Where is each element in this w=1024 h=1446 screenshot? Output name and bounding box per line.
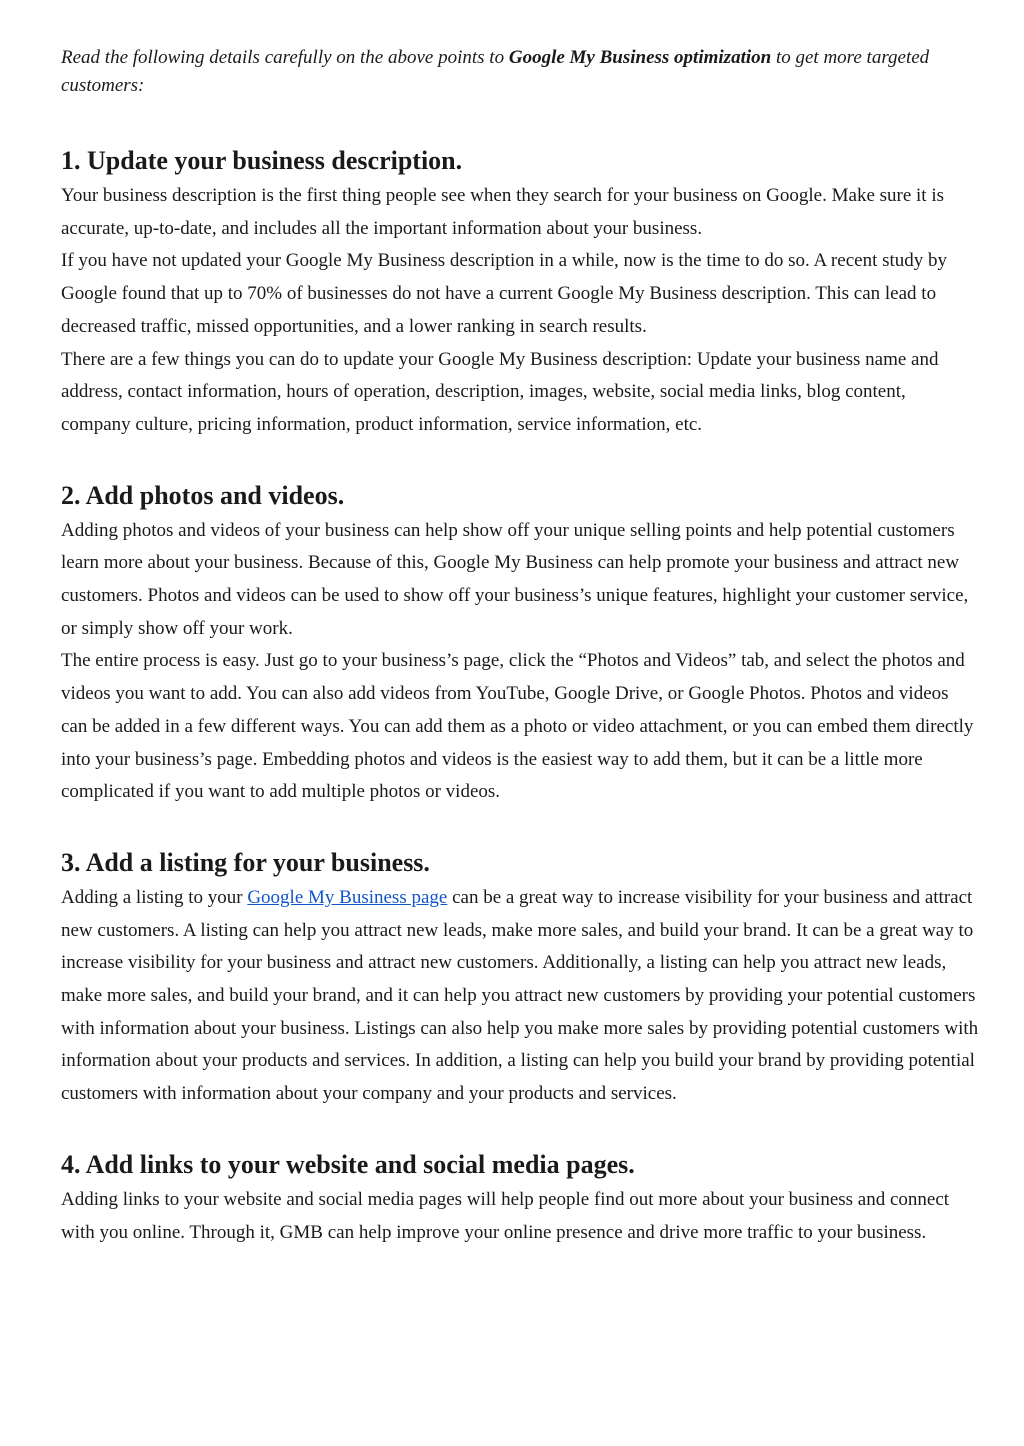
section-heading: 2. Add photos and videos.: [61, 480, 345, 510]
section-paragraph: If you have not updated your Google My Business description in a while, now is the time to do so. A recent study by Google found that up to 70% of businesses do not have a current Google My Business description. This can lead to decreased traffic, missed opportunities, and a lower ranking in search results.: [61, 250, 948, 337]
paragraph-text-start: Adding a listing to your: [61, 886, 248, 908]
section-add-photos-videos: [61, 480, 979, 809]
section-update-description: [61, 145, 979, 442]
intro-emphasis: Google My Business optimization: [508, 47, 772, 68]
section-add-listing: [61, 847, 979, 1111]
paragraph-text-end: can be a great way to increase visibility for your business and attract new customers. A listing can help you attract new leads, make more sales, and build your brand. It can be a great way to increase visibility for your business and attract new customers. Additionally, a listing can help you attract new leads, make more sales, and build your brand, and it can help you attract new customers by providing your potential customers with information about your business. Listings can also help you make more sales by providing potential customers with information about your products and services. In addition, a listing can help you build your brand by providing potential customers with information about your company and your products and services.: [61, 886, 979, 1105]
section-add-links: [61, 1149, 979, 1249]
section-heading: 4. Add links to your website and social media pages.: [61, 1149, 635, 1179]
google-my-business-page-link[interactable]: Google My Business page: [247, 886, 448, 908]
section-paragraph: [61, 882, 979, 1111]
document-page: [61, 44, 979, 1249]
section-paragraph: Adding links to your website and social media pages will help people find out more about your business and connect with you online. Through it, GMB can help improve your online presence and drive more traffic to your business.: [61, 1188, 950, 1243]
section-paragraph: There are a few things you can do to update your Google My Business description: Update your business name and address, contact information, hours of operation, description, images, website, social media links, blog content, company culture, pricing information, product information, service information, etc.: [61, 348, 939, 435]
section-paragraph: Adding photos and videos of your business can help show off your unique selling points and help potential customers learn more about your business. Because of this, Google My Business can help promote your business and attract new customers. Photos and videos can be used to show off your business’s unique features, highlight your customer service, or simply show off your work.: [61, 519, 969, 639]
intro-text-end: to get more targeted customers:: [61, 47, 930, 96]
intro-paragraph: [61, 44, 979, 100]
section-heading: 3. Add a listing for your business.: [61, 847, 430, 877]
intro-text-start: Read the following details carefully on the above points to: [61, 47, 509, 68]
section-paragraph: Your business description is the first thing people see when they search for your business on Google. Make sure it is accurate, up-to-date, and includes all the important information about your business.: [61, 185, 945, 239]
section-heading: 1. Update your business description.: [61, 146, 463, 175]
section-paragraph: The entire process is easy. Just go to your business’s page, click the “Photos and Videos” tab, and select the photos and videos you want to add. You can also add videos from YouTube, Google Drive, or Google Photos. Photos and videos can be added in a few different ways. You can add them as a photo or video attachment, or you can embed them directly into your business’s page. Embedding photos and videos is the easiest way to add them, but it can be a little more complicated if you want to add multiple photos or videos.: [61, 650, 974, 803]
